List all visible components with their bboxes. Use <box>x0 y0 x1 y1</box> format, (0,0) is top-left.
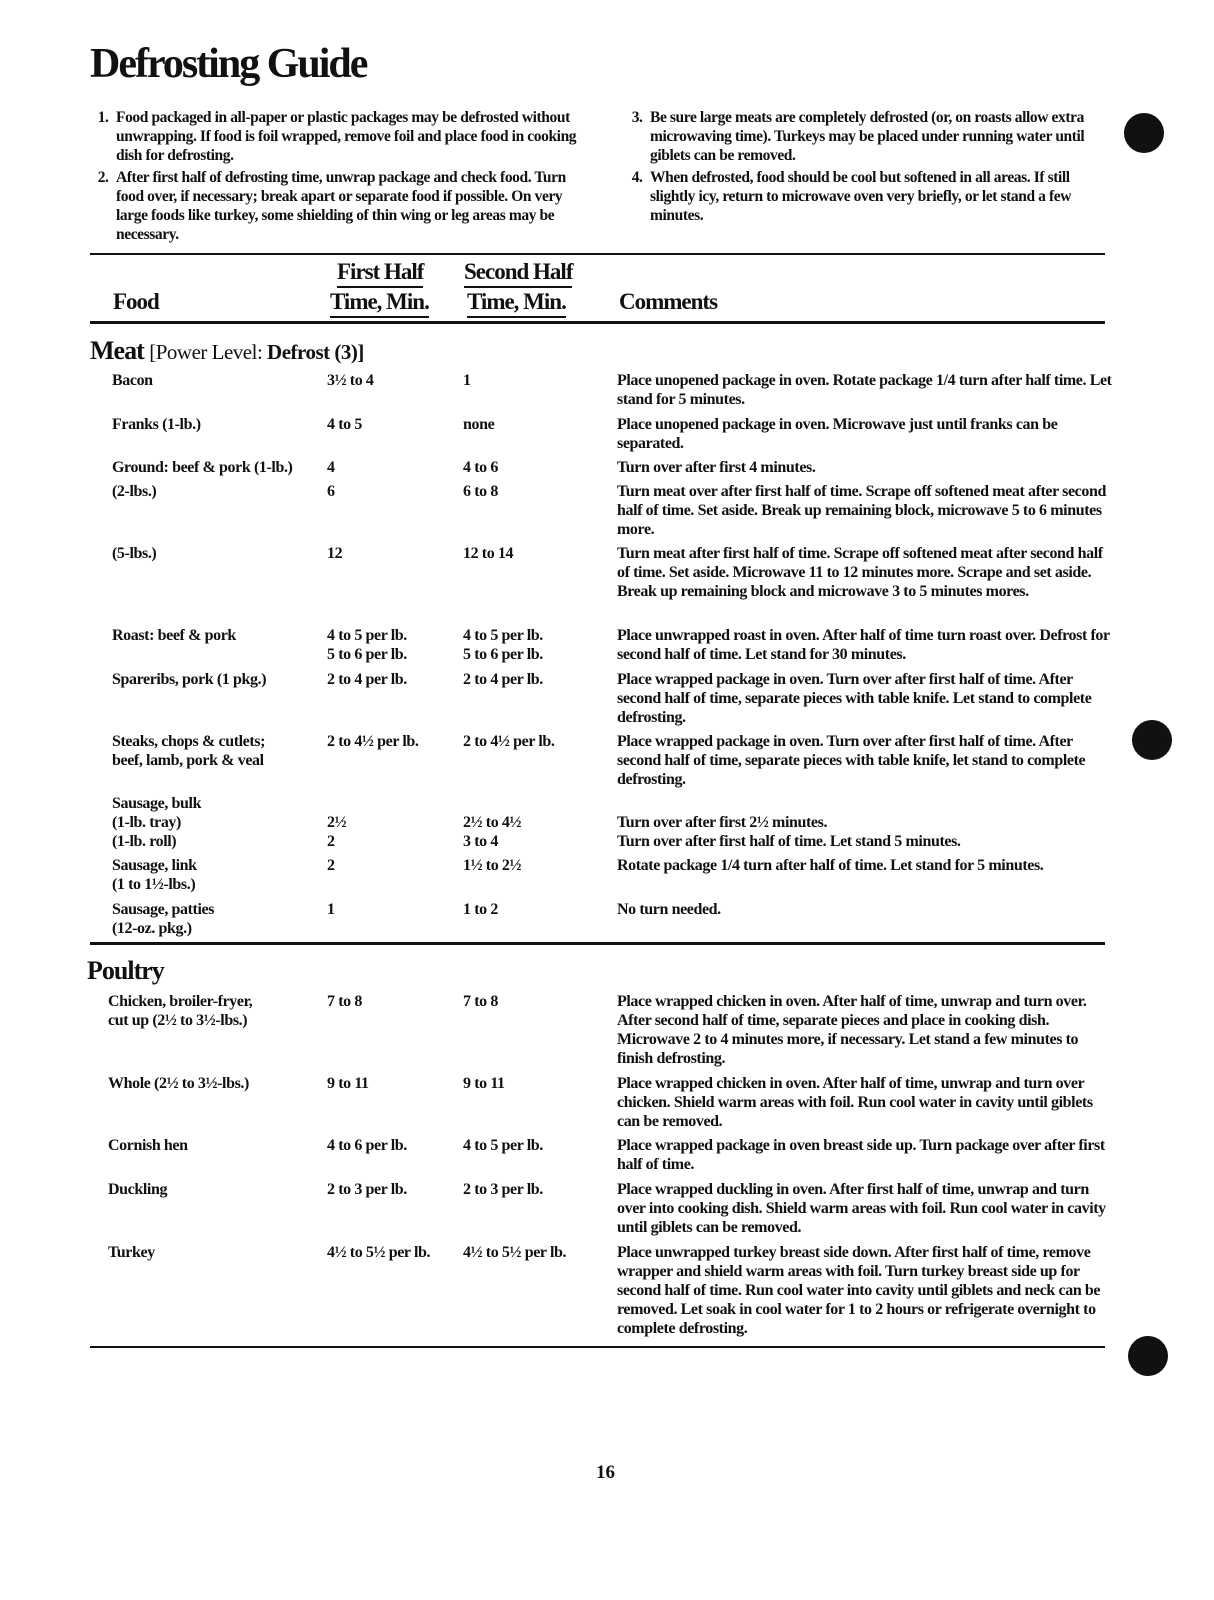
comment-cell: Turn over after first half of time. Let stand 5 minutes. <box>617 833 961 850</box>
food-cell: (2-lbs.) <box>112 483 157 500</box>
comment-cell: Rotate package 1/4 turn after half of time. Let stand for 5 minutes. <box>617 857 1044 874</box>
page-title: Defrosting Guide <box>90 41 367 87</box>
comment-cell: Place wrapped package in oven. Turn over after first half of time. After second half of time, separate pieces with table knife, let stand to complete defrosting. <box>617 733 1086 788</box>
first-half-time-cell: 4 <box>327 459 335 476</box>
food-cell: Whole (2½ to 3½-lbs.) <box>108 1075 249 1092</box>
comment-cell: No turn needed. <box>617 901 721 918</box>
second-half-time-cell: 1 <box>463 372 471 389</box>
first-half-time-cell: 7 to 8 <box>327 993 362 1010</box>
power-level-label: [Power Level: <box>149 340 268 364</box>
second-half-time-cell: none <box>463 416 495 433</box>
food-cell: Roast: beef & pork <box>112 627 236 644</box>
header-second-time: Time, Min. <box>467 289 566 318</box>
comment-cell: Place wrapped duckling in oven. After first half of time, unwrap and turn over into cooking dish. Shield warm areas with foil. Run cool water in cavity until giblets can be removed. <box>617 1181 1106 1236</box>
second-half-time-cell: 3 to 4 <box>463 833 498 850</box>
first-half-time-cell: 2 to 4 per lb. <box>327 671 407 688</box>
first-half-time-cell: 12 <box>327 545 343 562</box>
divider <box>90 321 1105 324</box>
second-half-time-cell: 7 to 8 <box>463 993 498 1010</box>
comment-cell: Turn meat over after first half of time. Scrape off softened meat after second half of time. Set aside. Break up remaining block, microwave 5 to 6 minutes more. <box>617 483 1106 538</box>
first-half-time-cell: 2 to 4½ per lb. <box>327 733 419 750</box>
section-meat-heading <box>90 336 364 366</box>
instruction-1: 1. Food packaged in all-paper or plastic packages may be defrosted without unwrapping. If food is foil wrapped, remove foil and place food in cooking dish for defrosting. <box>112 108 582 165</box>
comment-cell: Place wrapped package in oven breast side up. Turn package over after first half of time. <box>617 1137 1105 1173</box>
power-level-value: Defrost (3)] <box>267 340 364 364</box>
food-cell: Bacon <box>112 372 153 389</box>
header-second-half: Second Half <box>464 259 572 288</box>
second-half-time-cell: 4 to 6 <box>463 459 498 476</box>
food-cell: Ground: beef & pork (1-lb.) <box>112 459 293 476</box>
comment-cell: Place unwrapped roast in oven. After half of time turn roast over. Defrost for second half of time. Let stand for 30 minutes. <box>617 627 1110 663</box>
first-half-time-cell: 9 to 11 <box>327 1075 369 1092</box>
first-half-time-cell: 2 <box>327 833 335 850</box>
second-half-time-cell: 4 to 5 per lb. <box>463 1137 543 1154</box>
instruction-4: 4. When defrosted, food should be cool but softened in all areas. If still slightly icy, return to microwave oven very briefly, or let stand a few minutes. <box>646 168 1116 225</box>
instruction-2: 2. After first half of defrosting time, unwrap package and check food. Turn food over, if necessary; break apart or separate food if possible. On very large foods like turkey, some shielding of thin wing or leg areas may be necessary. <box>112 168 582 244</box>
comment-cell: Place wrapped chicken in oven. After half of time, unwrap and turn over chicken. Shield warm areas with foil. Run cool water in cavity until giblets can be removed. <box>617 1075 1093 1130</box>
binder-hole-icon <box>1124 113 1164 153</box>
second-half-time-cell: 9 to 11 <box>463 1075 505 1092</box>
food-cell: Cornish hen <box>108 1137 188 1154</box>
food-cell: Franks (1-lb.) <box>112 416 201 433</box>
second-half-time-cell: 12 to 14 <box>463 545 514 562</box>
instruction-3: 3. Be sure large meats are completely defrosted (or, on roasts allow extra microwaving time). Turkeys may be placed under running water until giblets can be removed. <box>646 108 1116 165</box>
header-first-half: First Half <box>337 259 423 288</box>
first-half-time-cell: 4 to 5 per lb. 5 to 6 per lb. <box>327 627 407 663</box>
first-half-time-cell: 6 <box>327 483 335 500</box>
food-cell: (1-lb. tray) <box>112 814 181 831</box>
divider <box>90 942 1105 945</box>
header-comments: Comments <box>619 289 718 314</box>
first-half-time-cell: 1 <box>327 901 335 918</box>
food-cell: Sausage, link (1 to 1½-lbs.) <box>112 857 197 893</box>
first-half-time-cell: 2 <box>327 857 335 874</box>
first-half-time-cell: 3½ to 4 <box>327 372 374 389</box>
comment-cell: Place unopened package in oven. Microwave just until franks can be separated. <box>617 416 1058 452</box>
second-half-time-cell: 2½ to 4½ <box>463 814 522 831</box>
first-half-time-cell: 2½ <box>327 814 347 831</box>
food-cell: Chicken, broiler-fryer, cut up (2½ to 3½-lbs.) <box>108 993 253 1029</box>
divider <box>90 253 1105 255</box>
instructions-left <box>92 108 582 247</box>
second-half-time-cell: 6 to 8 <box>463 483 498 500</box>
second-half-time-cell: 2 to 4½ per lb. <box>463 733 555 750</box>
instructions-right <box>626 108 1116 228</box>
section-poultry-heading: Poultry <box>87 956 164 985</box>
food-cell: Sausage, patties (12-oz. pkg.) <box>112 901 215 937</box>
food-cell: Sausage, bulk <box>112 795 202 812</box>
comment-cell: Place wrapped chicken in oven. After half of time, unwrap and turn over. After second half of time, separate pieces and place in cooking dish. Microwave 2 to 4 minutes more, if necessary. Let stand a few minutes to finish defrosting. <box>617 993 1087 1067</box>
food-cell: (1-lb. roll) <box>112 833 177 850</box>
header-food: Food <box>113 289 159 314</box>
food-cell: Duckling <box>108 1181 168 1198</box>
comment-cell: Place unopened package in oven. Rotate package 1/4 turn after half time. Let stand for 5 minutes. <box>617 372 1112 408</box>
first-half-time-cell: 4½ to 5½ per lb. <box>327 1244 431 1261</box>
divider <box>90 1346 1105 1348</box>
binder-hole-icon <box>1132 720 1172 760</box>
page-number: 16 <box>596 1462 615 1483</box>
first-half-time-cell: 2 to 3 per lb. <box>327 1181 407 1198</box>
first-half-time-cell: 4 to 6 per lb. <box>327 1137 407 1154</box>
comment-cell: Place unwrapped turkey breast side down. After first half of time, remove wrapper and shield warm areas with foil. Turn turkey breast side up for second half of time. Run cool water into cavity until giblets and neck can be removed. Let soak in cool water for 1 to 2 hours or refrigerate overnight to complete defrosting. <box>617 1244 1101 1337</box>
second-half-time-cell: 2 to 3 per lb. <box>463 1181 543 1198</box>
comment-cell: Turn over after first 4 minutes. <box>617 459 816 476</box>
second-half-time-cell: 1 to 2 <box>463 901 498 918</box>
first-half-time-cell: 4 to 5 <box>327 416 362 433</box>
header-first-time: Time, Min. <box>330 289 429 318</box>
second-half-time-cell: 1½ to 2½ <box>463 857 522 874</box>
binder-hole-icon <box>1128 1336 1168 1376</box>
second-half-time-cell: 4½ to 5½ per lb. <box>463 1244 567 1261</box>
food-cell: Turkey <box>108 1244 155 1261</box>
comment-cell: Place wrapped package in oven. Turn over after first half of time. After second half of time, separate pieces with table knife. Let stand to complete defrosting. <box>617 671 1092 726</box>
second-half-time-cell: 4 to 5 per lb. 5 to 6 per lb. <box>463 627 543 663</box>
food-cell: (5-lbs.) <box>112 545 157 562</box>
food-cell: Steaks, chops & cutlets; beef, lamb, pork & veal <box>112 733 266 769</box>
food-cell: Spareribs, pork (1 pkg.) <box>112 671 267 688</box>
comment-cell: Turn meat after first half of time. Scrape off softened meat after second half of time. Set aside. Microwave 11 to 12 minutes more. Scrape and set aside. Break up remaining block and microwave 3 to 5 minutes mores. <box>617 545 1103 600</box>
section-label: Meat <box>90 336 144 365</box>
second-half-time-cell: 2 to 4 per lb. <box>463 671 543 688</box>
comment-cell: Turn over after first 2½ minutes. <box>617 814 828 831</box>
